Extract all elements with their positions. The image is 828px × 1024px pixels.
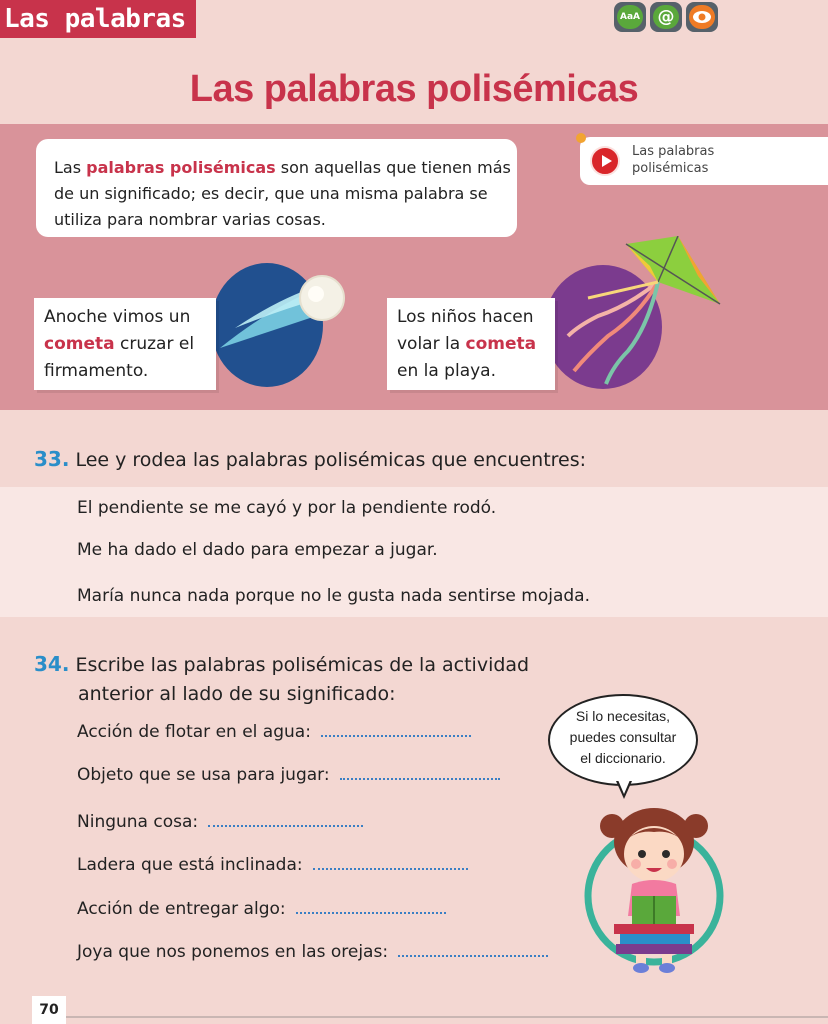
page-number: 70: [32, 996, 66, 1024]
tip-speech-bubble: Si lo necesitas, puedes consultar el diccionario.: [548, 694, 698, 786]
example-sentence-kite: Los niños hacen volar la cometa en la playa.: [387, 298, 555, 390]
definition-pre: Las: [54, 158, 87, 177]
kite-icon: [558, 236, 728, 386]
meaning-item: Ninguna cosa:: [77, 812, 363, 832]
footer-divider: [66, 1016, 828, 1018]
girl-reading-icon: [580, 796, 728, 974]
video-label: Las palabras polisémicas: [632, 144, 715, 176]
video-button[interactable]: [580, 137, 828, 185]
meaning-item: Acción de flotar en el agua:: [77, 722, 471, 742]
comet-icon: [210, 268, 350, 358]
answer-blank[interactable]: [340, 766, 500, 780]
at-icon[interactable]: @: [650, 2, 682, 32]
answer-blank[interactable]: [398, 943, 548, 957]
definition-post: son aquellas que tienen más de un significado; es decir, que una misma palabra se utiliza para nombrar varias cosas.: [54, 158, 511, 229]
play-icon[interactable]: [590, 146, 620, 176]
answer-blank[interactable]: [296, 900, 446, 914]
answer-blank[interactable]: [313, 856, 468, 870]
eye-glyph: [692, 10, 712, 24]
eye-icon[interactable]: [686, 2, 718, 32]
section-tag: Las palabras: [0, 0, 196, 38]
activity-number: 34.: [34, 652, 70, 676]
sentence-line[interactable]: María nunca nada porque no le gusta nada sentirse mojada.: [77, 586, 591, 606]
page-title: Las palabras polisémicas: [189, 68, 639, 110]
toolbar-icons: [614, 2, 718, 32]
example-sentence-comet-sky: Anoche vimos un cometa cruzar el firmamento.: [34, 298, 216, 390]
activity-number: 33.: [34, 447, 70, 471]
text-size-icon[interactable]: AaA: [614, 2, 646, 32]
meaning-item: Objeto que se usa para jugar:: [77, 765, 500, 785]
sentence-line[interactable]: Me ha dado el dado para empezar a jugar.: [77, 540, 438, 560]
meaning-item: Acción de entregar algo:: [77, 899, 446, 919]
activity-34-instruction: 34. Escribe las palabras polisémicas de la actividad anterior al lado de su significado:: [34, 652, 530, 705]
sentence-line[interactable]: El pendiente se me cayó y por la pendiente rodó.: [77, 498, 497, 518]
definition-highlight: palabras polisémicas: [86, 158, 276, 177]
definition-box: [36, 139, 517, 237]
marker-dot: [576, 133, 586, 143]
activity-33-instruction: 33. Lee y rodea las palabras polisémicas que encuentres:: [34, 447, 587, 471]
answer-blank[interactable]: [208, 813, 363, 827]
meaning-item: Ladera que está inclinada:: [77, 855, 468, 875]
answer-blank[interactable]: [321, 723, 471, 737]
meaning-item: Joya que nos ponemos en las orejas:: [77, 942, 548, 962]
